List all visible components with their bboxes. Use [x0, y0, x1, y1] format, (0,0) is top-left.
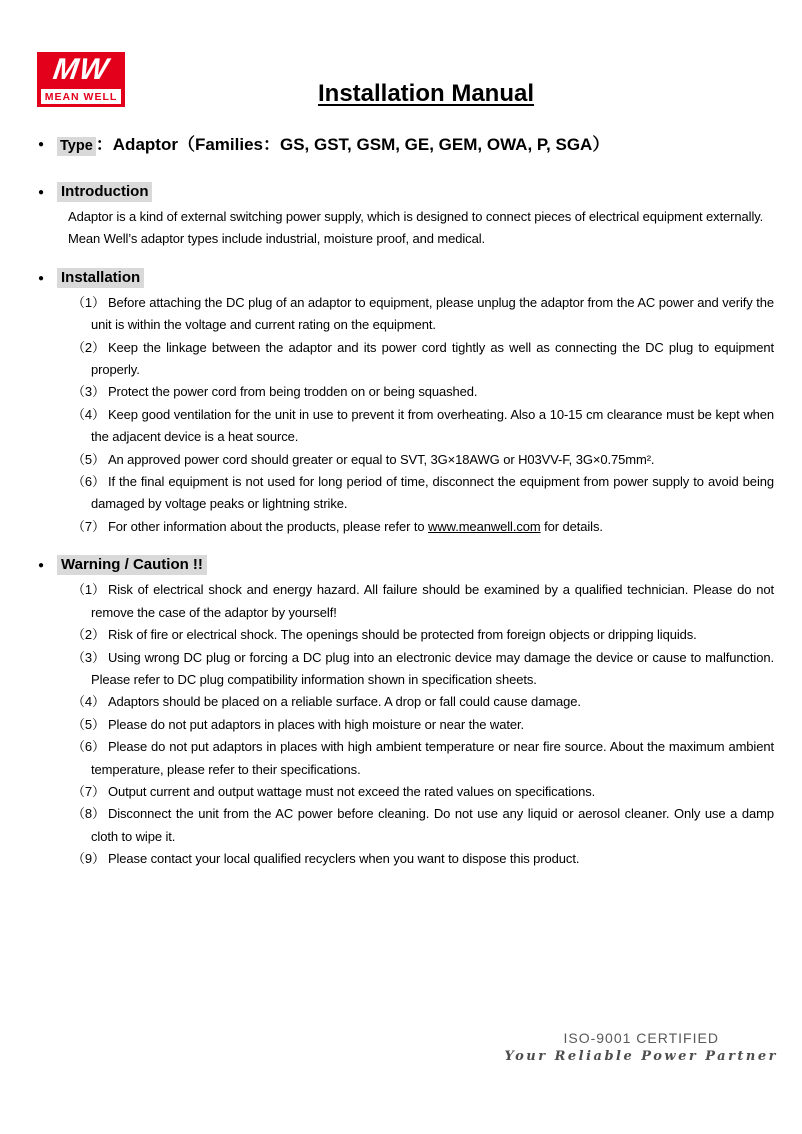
- item-number: （1）: [72, 294, 105, 310]
- item-text: Please do not put adaptors in places with high moisture or near the water.: [107, 716, 525, 732]
- list-item: [72, 736, 774, 781]
- list-item: [72, 516, 774, 538]
- bullet-icon: ●: [38, 139, 45, 150]
- item-number: （2）: [72, 627, 105, 643]
- list-item: [72, 404, 774, 449]
- type-value: Adaptor: [112, 135, 178, 154]
- type-label: Type: [57, 137, 96, 156]
- item-text: Using wrong DC plug or forcing a DC plug into an electronic device may damage the device or cause to malfunction. Please refer to DC plug compatibility information shown in specification sheets.: [91, 649, 774, 687]
- item-number: （5）: [72, 451, 105, 467]
- item-text: Risk of electrical shock and energy hazard. All failure should be examined by a qualified technician. Please do not remove the case of the adaptor by yourself!: [91, 582, 774, 620]
- section-warning-caution: [0, 554, 802, 870]
- section-heading: [0, 554, 802, 576]
- section-heading: [0, 181, 802, 203]
- mean-well-wordmark-text: MEAN WELL: [44, 90, 118, 103]
- item-text: Adaptors should be placed on a reliable surface. A drop or fall could cause damage.: [107, 694, 581, 710]
- item-number: （2）: [72, 339, 105, 355]
- section-heading-text: Installation: [57, 268, 144, 288]
- item-number: （1）: [72, 582, 105, 598]
- item-text: Keep good ventilation for the unit in use to prevent it from overheating. Also a 10-15 cm clearance must be kept when the adjacent device is a heat source.: [91, 406, 774, 445]
- item-text: Output current and output wattage must not exceed the rated values on specifications.: [107, 783, 596, 799]
- item-text: Disconnect the unit from the AC power before cleaning. Do not use any liquid or aerosol cleaner. Only use a damp cloth to wipe it.: [91, 806, 774, 844]
- list-item: [72, 624, 774, 646]
- item-text: Keep the linkage between the adaptor and its power cord tightly as well as connecting the DC plug to equipment properly.: [91, 339, 774, 378]
- item-number: （7）: [72, 518, 105, 534]
- item-text: Before attaching the DC plug of an adaptor to equipment, please unplug the adaptor from the AC power and verify the unit is within the voltage and current rating on the equipment.: [91, 294, 774, 333]
- item-text: For other information about the products, please refer to: [107, 518, 429, 534]
- mean-well-wordmark: [41, 89, 121, 104]
- mw-logo-initials: MW: [51, 53, 112, 86]
- list-item: [72, 381, 774, 403]
- item-number: （3）: [72, 649, 105, 665]
- section-heading-text: Introduction: [57, 182, 152, 202]
- bullet-icon: ●: [38, 272, 45, 284]
- list-item: [72, 691, 774, 713]
- item-number: （3）: [72, 384, 105, 400]
- item-text: Risk of fire or electrical shock. The openings should be protected from foreign objects or dripping liquids.: [107, 627, 697, 643]
- section-installation: [0, 267, 802, 538]
- section-items: [0, 292, 802, 538]
- bullet-icon: ●: [38, 187, 45, 198]
- item-number: （7）: [72, 783, 105, 799]
- list-item: [72, 714, 774, 736]
- iso-certification-text: ISO-9001 CERTIFIED: [563, 1030, 719, 1046]
- section-heading: [0, 267, 802, 289]
- item-text: Please do not put adaptors in places with high ambient temperature or near fire source. About the maximum ambient temperature, please refer to their specifications.: [91, 739, 774, 777]
- item-text: An approved power cord should greater or equal to SVT, 3G×18AWG or H03VV-F, 3G×0.75mm².: [107, 451, 655, 467]
- item-number: （5）: [72, 716, 105, 732]
- item-text: Protect the power cord from being trodden on or being squashed.: [107, 384, 478, 400]
- meanwell-link[interactable]: www.meanwell.com: [428, 518, 541, 534]
- slogan-text: Your Reliable Power Partner: [504, 1049, 778, 1064]
- section-body: Adaptor is a kind of external switching power supply, which is designed to connect pieces of electrical equipment externally. Mean Well’s adaptor types include industrial, moisture proof, and medical.: [68, 209, 764, 247]
- page-title: Installation Manual: [317, 80, 535, 107]
- footer: [504, 1030, 778, 1065]
- bullet-icon: ●: [38, 560, 45, 572]
- type-line: [0, 132, 802, 159]
- list-item: [72, 848, 774, 870]
- type-families: （Families：GS, GST, GSM, GE, GEM, OWA, P, SGA）: [177, 135, 610, 154]
- list-item: [72, 471, 774, 516]
- item-number: （8）: [72, 806, 105, 822]
- list-item: [72, 449, 774, 471]
- item-number: （9）: [72, 851, 105, 867]
- list-item: [72, 292, 774, 337]
- list-item: [72, 337, 774, 382]
- section-introduction: [0, 181, 802, 251]
- list-item: [72, 647, 774, 692]
- item-text: Please contact your local qualified recyclers when you want to dispose this product.: [107, 851, 580, 867]
- item-number: （4）: [72, 406, 105, 422]
- mean-well-logo: [37, 52, 125, 107]
- item-number: （6）: [72, 739, 105, 755]
- item-number: （4）: [72, 694, 105, 710]
- type-separator: ：: [95, 135, 113, 154]
- list-item: [72, 803, 774, 848]
- list-item: [72, 781, 774, 803]
- section-items: [0, 579, 802, 870]
- item-number: （6）: [72, 474, 105, 490]
- list-item: [72, 579, 774, 624]
- item-text: If the final equipment is not used for long period of time, disconnect the equipment from power supply to avoid being damaged by voltage peaks or lightning strike.: [91, 474, 774, 512]
- item-text-after: for details.: [540, 518, 603, 534]
- section-heading-text: Warning / Caution !!: [57, 555, 207, 575]
